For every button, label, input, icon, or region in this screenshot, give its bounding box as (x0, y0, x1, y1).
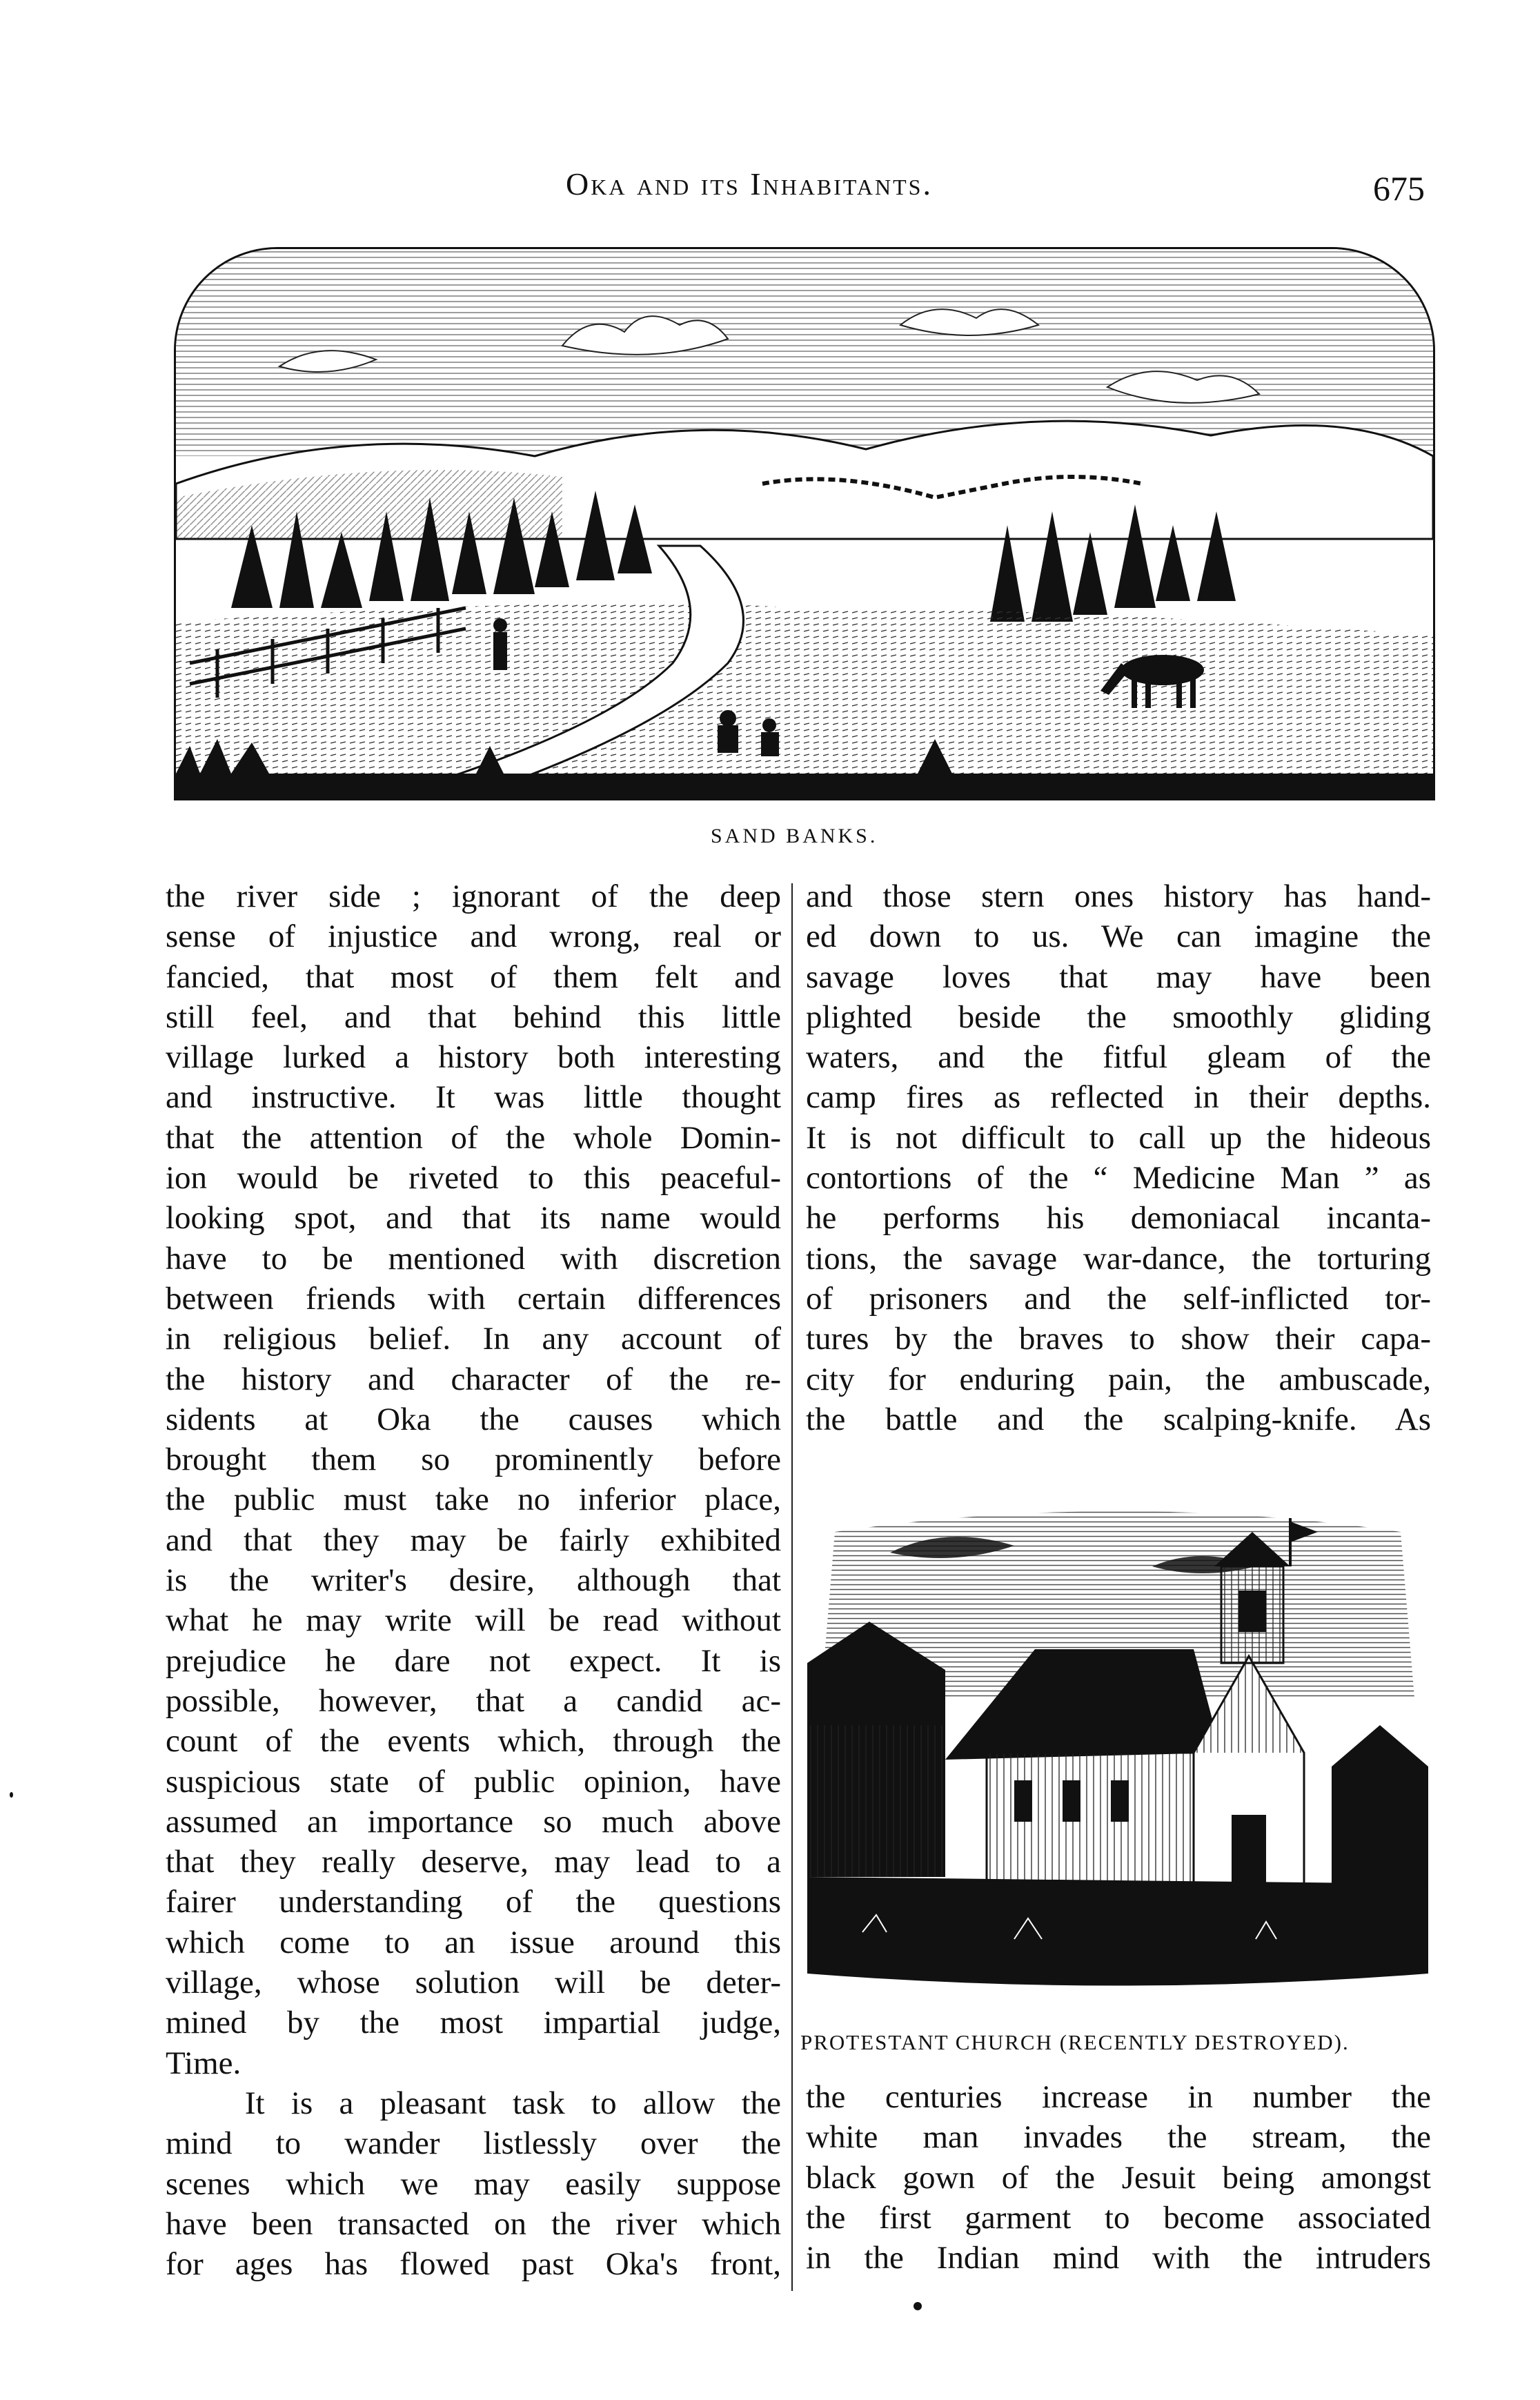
text-line: that the attention of the whole Domin- (166, 1119, 781, 1156)
text-line: scenes which we may easily suppose (166, 2165, 781, 2202)
left-column-text (166, 876, 781, 2284)
text-line: village, whose solution will be deter- (166, 1965, 781, 2001)
text-line: is the writer's desire, although that (166, 1562, 781, 1599)
sand-banks-engraving (174, 247, 1435, 800)
text-line: Time. (166, 2045, 241, 2081)
text-line: city for enduring pain, the ambuscade, (806, 1361, 1431, 1397)
text-line: the first garment to become associated (806, 2199, 1431, 2236)
text-line: ed down to us. We can imagine the (806, 918, 1431, 955)
text-line: savage loves that may have been (806, 958, 1431, 995)
text-line: have to be mentioned with discretion (166, 1240, 781, 1277)
text-line: sense of injustice and wrong, real or (166, 918, 781, 955)
text-line: in the Indian mind with the intruders (806, 2240, 1431, 2276)
text-line: brought them so prominently before (166, 1442, 781, 1478)
text-line: sidents at Oka the causes which (166, 1401, 781, 1437)
page-header (0, 166, 1540, 214)
text-line: between friends with certain differences (166, 1280, 781, 1317)
page-number: 675 (1373, 169, 1425, 208)
text-line: and instructive. It was little thought (166, 1079, 781, 1116)
text-line: It is not difficult to call up the hideous (806, 1119, 1431, 1156)
running-title: Oka and its Inhabitants. (566, 166, 933, 201)
text-line: fancied, that most of them felt and (166, 958, 781, 995)
text-line: prejudice he dare not expect. It is (166, 1642, 781, 1679)
text-line: of prisoners and the self-inflicted tor- (806, 1280, 1431, 1317)
text-line: plighted beside the smoothly gliding (806, 999, 1431, 1035)
sand-banks-caption: SAND BANKS. (711, 825, 878, 847)
text-line: suspicious state of public opinion, have (166, 1763, 781, 1800)
text-line: white man invades the stream, the (806, 2119, 1431, 2156)
text-line: ion would be riveted to this peaceful- (166, 1160, 781, 1197)
text-line: what he may write will be read without (166, 1602, 781, 1639)
text-line: fairer understanding of the questions (166, 1884, 781, 1920)
text-line: in religious belief. In any account of (166, 1321, 781, 1357)
text-line: that they really deserve, may lead to a (166, 1844, 781, 1880)
text-line: tures by the braves to show their capa- (806, 1321, 1431, 1357)
text-line: village lurked a history both interesting (166, 1039, 781, 1076)
text-line: the history and character of the re- (166, 1361, 781, 1397)
text-line: which come to an issue around this (166, 1924, 781, 1960)
text-line: still feel, and that behind this little (166, 999, 781, 1035)
text-line: mined by the most impartial judge, (166, 2005, 781, 2041)
text-line: have been transacted on the river which (166, 2205, 781, 2242)
text-line: tions, the savage war-dance, the torturing (806, 1240, 1431, 1277)
text-line: the centuries increase in number the (806, 2079, 1431, 2115)
text-line: It is a pleasant task to allow the (166, 2085, 781, 2121)
ink-speck (10, 1792, 13, 1798)
text-line: mind to wander listlessly over the (166, 2125, 781, 2162)
text-line: possible, however, that a candid ac- (166, 1682, 781, 1719)
right-column-text-top (806, 876, 1431, 1439)
text-line: black gown of the Jesuit being amongst (806, 2159, 1431, 2196)
protestant-church-caption: PROTESTANT CHURCH (RECENTLY DESTROYED). (800, 2030, 1350, 2054)
text-line: contortions of the “ Medicine Man ” as (806, 1160, 1431, 1197)
text-line: for ages has flowed past Oka's front, (166, 2246, 781, 2283)
text-line: he performs his demoniacal incanta- (806, 1200, 1431, 1237)
text-line: camp fires as reflected in their depths. (806, 1079, 1431, 1116)
text-line: and those stern ones history has hand- (806, 878, 1431, 914)
text-line: waters, and the fitful gleam of the (806, 1039, 1431, 1076)
right-column-text-bottom (806, 2077, 1431, 2278)
text-line: looking spot, and that its name would (166, 1200, 781, 1237)
text-line: the battle and the scalping-knife. As (806, 1401, 1431, 1437)
text-line: the public must take no inferior place, (166, 1482, 781, 1518)
protestant-church-engraving (807, 1491, 1428, 1998)
text-line: assumed an importance so much above (166, 1803, 781, 1840)
text-line: the river side ; ignorant of the deep (166, 878, 781, 914)
text-line: and that they may be fairly exhibited (166, 1522, 781, 1558)
ink-speck (914, 2302, 922, 2310)
text-line: count of the events which, through the (166, 1723, 781, 1760)
column-divider (791, 883, 793, 2291)
